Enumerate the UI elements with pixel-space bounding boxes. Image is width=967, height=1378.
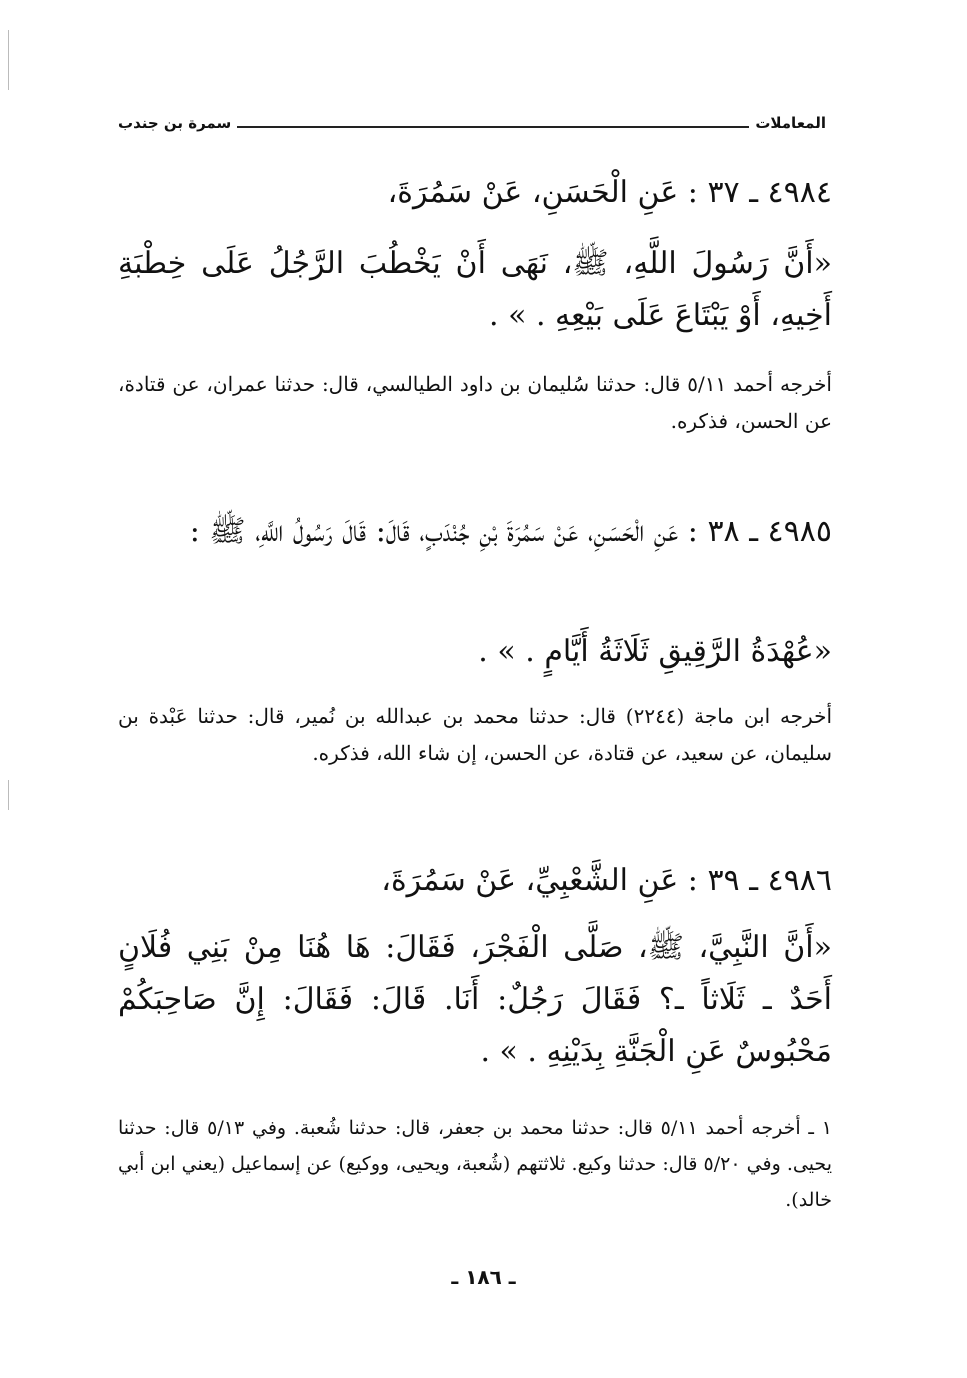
header-section-title: المعاملات xyxy=(755,114,826,132)
hadith-4984-takhrij: أخرجه أحمد ٥/١١ قال: حدثنا سُليمان بن داود الطيالسي، قال: حدثنا عمران، عن قتادة، عن الحسن، فذكره. xyxy=(118,372,832,433)
scan-edge-mark xyxy=(8,780,9,810)
scan-edge-mark xyxy=(8,30,9,90)
hadith-4986-text: «أَنَّ النَّبِيَّ، ﷺ، صَلَّى الْفَجْرَ، فَقَالَ: هَا هُنَا مِنْ بَنِي فُلَانٍ أَحَدٌ ـ ثَلَاثاً ـ؟ فَقَالَ رَجُلٌ: أَنَا. قَالَ: فَقَالَ: إِنَّ صَاحِبَكُمْ مَحْبُوسٌ عَنِ الْجَنَّةِ بِدَيْنِهِ . » . xyxy=(118,930,832,1069)
hadith-4984-text: «أَنَّ رَسُولَ اللَّهِ، ﷺ، نَهَى أَنْ يَخْطُبَ الرَّجُلُ عَلَى خِطْبَةِ أَخِيهِ، أَوْ يَبْتَاعَ عَلَى بَيْعِهِ . » . xyxy=(118,246,832,333)
hadith-4984-title: ٤٩٨٤ ـ ٣٧ : عَنِ الْحَسَنِ، عَنْ سَمُرَةَ، xyxy=(387,175,832,210)
hadith-4985-title: ٤٩٨٥ ـ ٣٨ : عَنِ الْحَسَنِ، عَنْ سَمُرَةَ بْنِ جُنْدَبٍ، قَالَ: قَالَ رَسُولُ اللَّهِ، ﷺ : xyxy=(189,514,832,549)
page-number: ـ ١٨٦ ـ xyxy=(451,1265,516,1289)
running-header xyxy=(118,108,826,138)
hadith-4985-text: «عُهْدَةُ الرَّقِيقِ ثَلَاثَةُ أَيَّامٍ . » . xyxy=(478,634,832,669)
header-rule xyxy=(237,126,749,128)
header-companion-name: سمرة بن جندب xyxy=(118,114,232,132)
hadith-4986-title: ٤٩٨٦ ـ ٣٩ : عَنِ الشَّعْبِيِّ، عَنْ سَمُرَةَ، xyxy=(381,863,832,898)
footnote: ١ ـ أخرجه أحمد ٥/١١ قال: حدثنا محمد بن جعفر، قال: حدثنا شُعبة. وفي ٥/١٣ قال: حدثنا يحيى. وفي ٥/٢٠ قال: حدثنا وكيع. ثلاثتهم (شُعبة، ويحيى، ووكيع) عن إسماعيل (يعني ابن أبي خالد). xyxy=(118,1117,832,1211)
hadith-4985-takhrij: أخرجه ابن ماجة (٢٢٤٤) قال: حدثنا محمد بن عبدالله بن نُمير، قال: حدثنا عَبْدة بن سليمان، عن سعيد، عن قتادة، عن الحسن، إن شاء الله، فذكره. xyxy=(118,704,833,765)
